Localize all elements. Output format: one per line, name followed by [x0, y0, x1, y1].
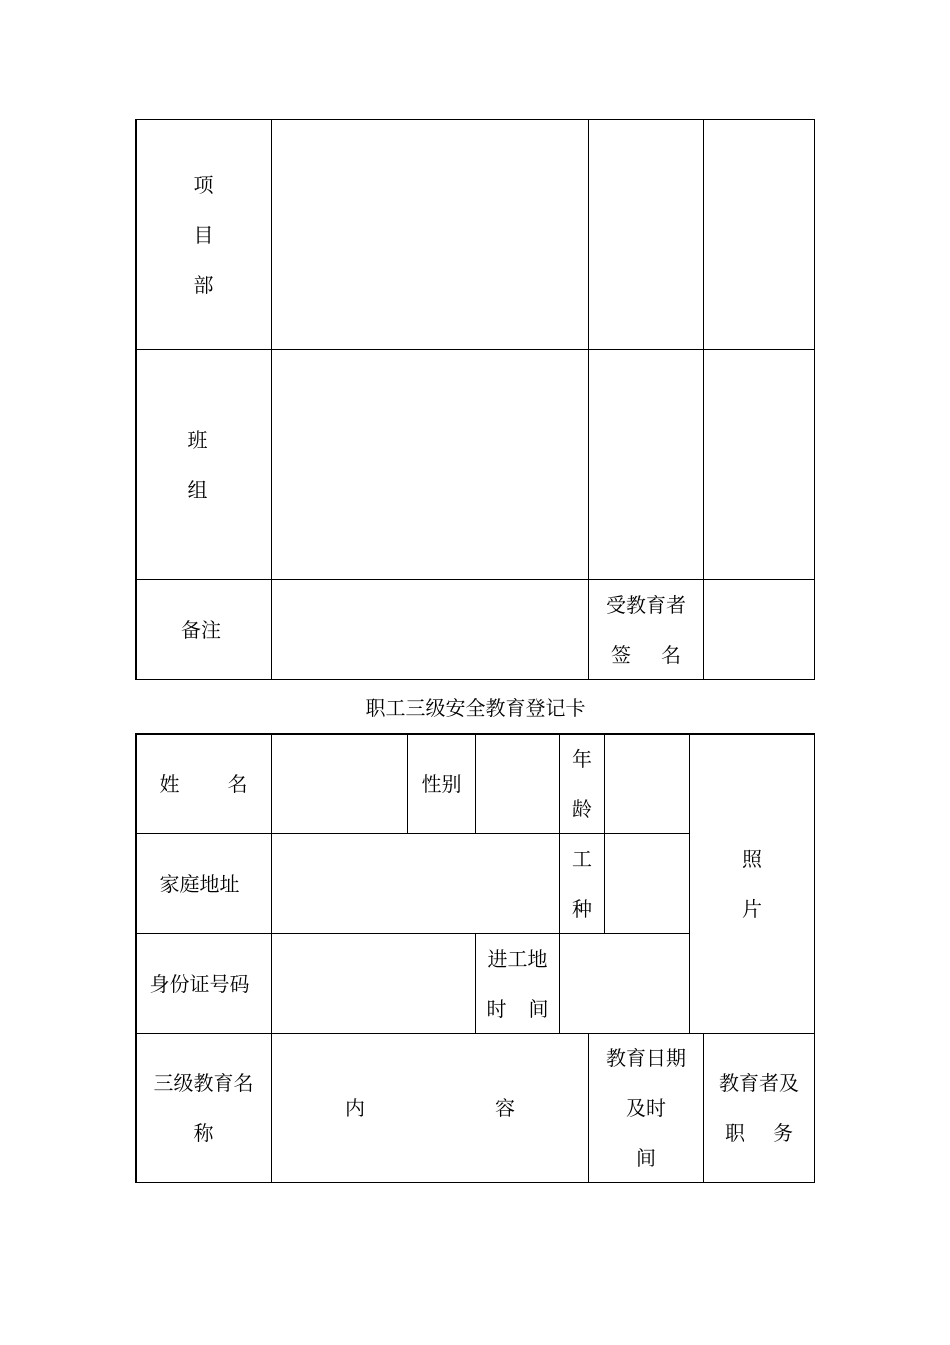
age-char: 年 — [572, 747, 592, 771]
gender-text: 性别 — [421, 772, 462, 796]
job-type-label — [560, 834, 604, 933]
name-input-cell[interactable] — [272, 735, 407, 833]
card-border-bottom — [136, 1182, 815, 1183]
team-char: 班 — [187, 427, 208, 452]
remarks-text: 备注 — [181, 617, 221, 642]
educator-text: 教育者及 — [719, 1071, 799, 1095]
gender-input-cell[interactable] — [476, 735, 559, 833]
education-date-text: 及时 — [626, 1096, 666, 1120]
level-name-header — [136, 1034, 271, 1182]
project-dept-char: 目 — [193, 222, 214, 247]
educator-char: 务 — [773, 1121, 793, 1145]
signature-sub — [611, 630, 681, 680]
address-input-cell[interactable] — [272, 834, 559, 933]
content-char: 容 — [495, 1096, 515, 1120]
address-label — [132, 834, 267, 933]
level-name-text: 三级教育名 — [153, 1071, 254, 1095]
content-header-text — [345, 1083, 515, 1133]
age-char: 龄 — [572, 797, 592, 821]
top-table-border-right — [814, 119, 815, 680]
card-border-right — [814, 733, 815, 1183]
team-char: 组 — [187, 477, 208, 502]
content-header — [272, 1034, 588, 1182]
project-dept-content-cell[interactable] — [272, 120, 588, 349]
id-number-label — [132, 934, 267, 1033]
signature-char: 签 — [611, 642, 631, 667]
entry-time-char: 时 — [486, 996, 507, 1021]
name-label — [136, 735, 271, 833]
project-dept-educator-cell[interactable] — [704, 120, 814, 349]
team-content-cell[interactable] — [272, 350, 588, 579]
job-type-char: 种 — [572, 896, 592, 921]
educator-char: 职 — [725, 1121, 745, 1145]
content-char: 内 — [345, 1096, 365, 1120]
signature-text: 受教育者 — [606, 592, 686, 617]
address-text: 家庭地址 — [159, 871, 240, 896]
photo-char: 片 — [742, 897, 762, 921]
job-type-char: 工 — [572, 846, 592, 871]
education-date-text: 教育日期 — [606, 1046, 686, 1070]
educator-header — [704, 1034, 814, 1182]
project-dept-label — [136, 120, 271, 349]
photo-cell[interactable] — [690, 735, 814, 1033]
name-label-text — [160, 759, 248, 809]
entry-time-label — [476, 934, 559, 1033]
photo-char: 照 — [742, 847, 762, 871]
id-number-input-cell[interactable] — [272, 934, 475, 1033]
team-educator-cell[interactable] — [704, 350, 814, 579]
entry-time-text: 进工地 — [487, 946, 548, 971]
project-dept-char: 部 — [193, 272, 214, 297]
card-title: 职工三级安全教育登记卡 — [365, 695, 586, 720]
name-char: 姓 — [159, 772, 180, 796]
education-date-text: 间 — [636, 1146, 656, 1170]
signature-char: 名 — [661, 642, 681, 667]
project-dept-char: 项 — [193, 172, 214, 197]
project-dept-date-cell[interactable] — [589, 120, 703, 349]
top-table-border-bottom — [136, 679, 815, 680]
age-input-cell[interactable] — [605, 735, 689, 833]
id-number-text: 身份证号码 — [149, 971, 250, 996]
signature-label — [589, 580, 703, 679]
entry-time-sub — [487, 984, 549, 1034]
remarks-label — [136, 580, 266, 679]
team-date-cell[interactable] — [589, 350, 703, 579]
team-label — [130, 350, 265, 579]
education-date-header — [589, 1034, 703, 1182]
level-name-text: 称 — [193, 1121, 214, 1145]
gender-label — [408, 735, 475, 833]
entry-time-input-cell[interactable] — [560, 934, 689, 1033]
age-label — [560, 735, 604, 833]
signature-cell[interactable] — [704, 580, 814, 679]
remarks-cell[interactable] — [272, 580, 588, 679]
entry-time-char: 间 — [528, 996, 549, 1021]
job-type-input-cell[interactable] — [605, 834, 689, 933]
name-char: 名 — [227, 772, 248, 796]
educator-sub — [725, 1108, 793, 1158]
